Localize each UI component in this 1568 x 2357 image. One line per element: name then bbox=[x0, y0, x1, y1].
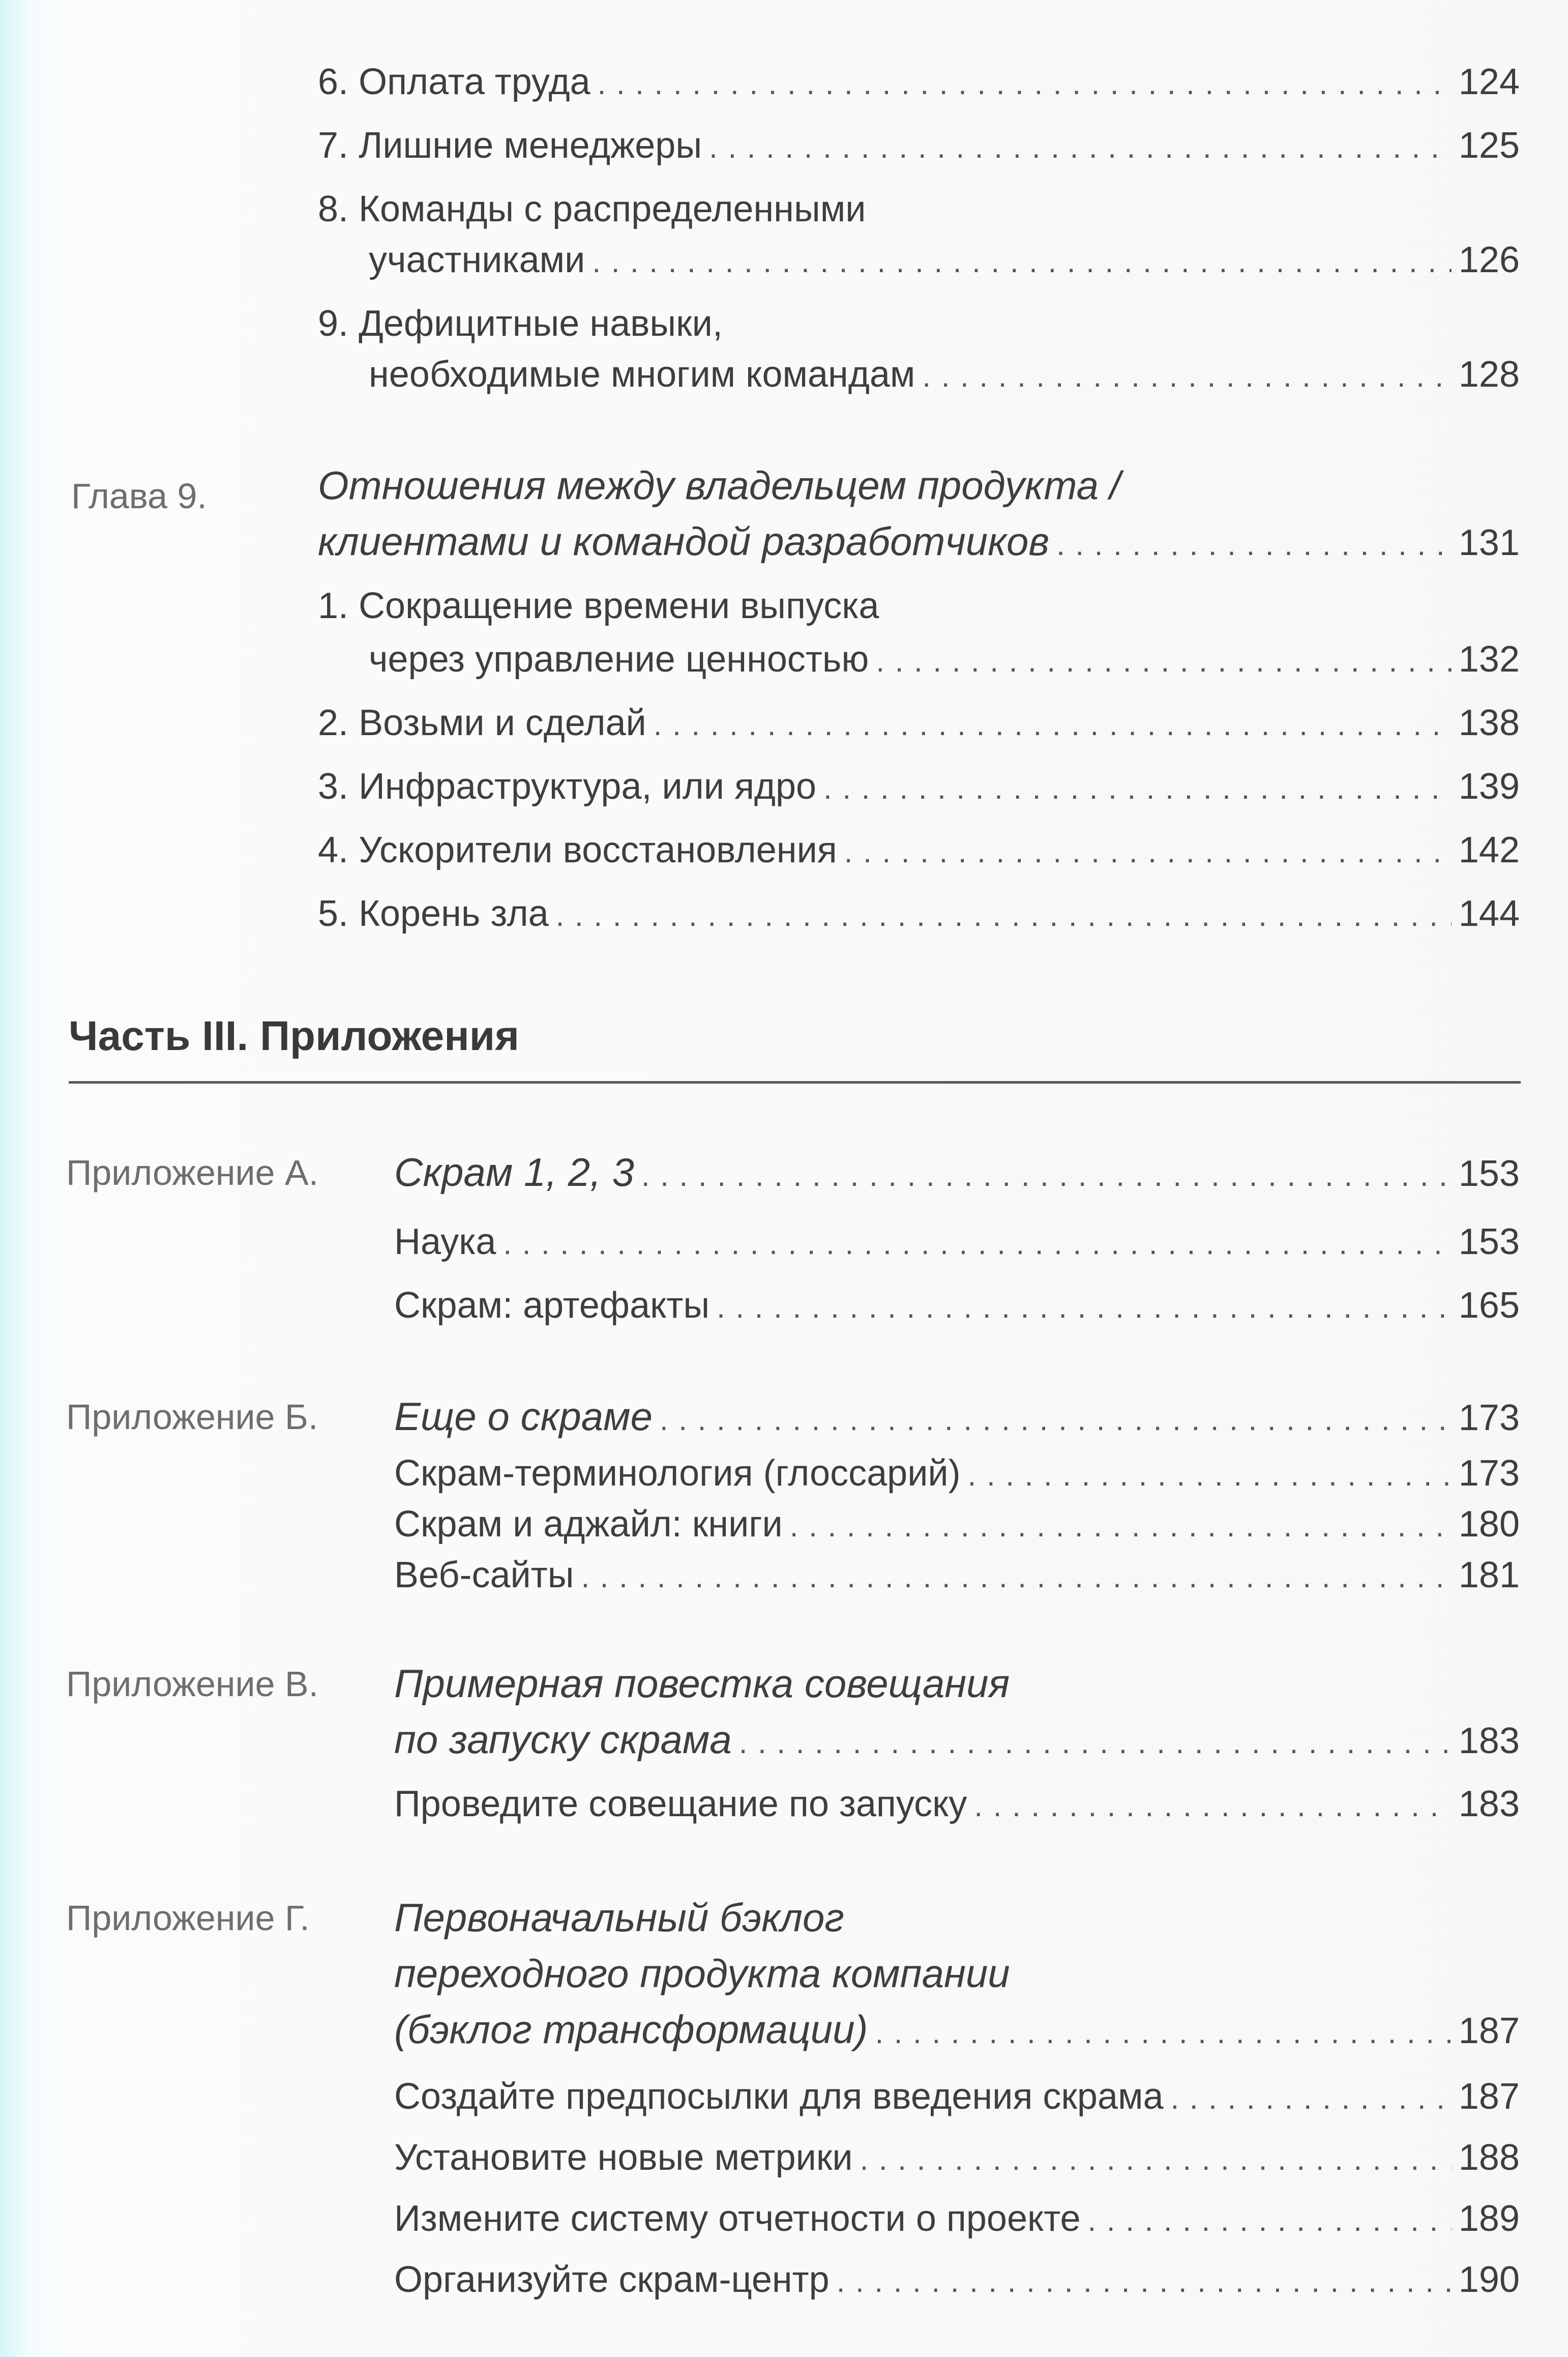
leader-dots bbox=[1088, 2205, 1452, 2236]
page-number: 165 bbox=[1458, 1285, 1520, 1326]
entry-title: Веб-сайты bbox=[394, 1555, 574, 1595]
chapter-label: Глава 9. bbox=[71, 476, 207, 516]
page-number: 189 bbox=[1458, 2198, 1520, 2239]
page-number: 142 bbox=[1458, 830, 1520, 870]
entry-title-line1: Сокращение времени выпуска bbox=[359, 586, 879, 626]
leader-dots bbox=[922, 361, 1451, 392]
entry-title: Скрам-терминология (глоссарий) bbox=[394, 1453, 961, 1494]
entry-number: 1. bbox=[318, 586, 349, 626]
appendix-label: Приложение Б. bbox=[66, 1397, 318, 1437]
page-number: 144 bbox=[1458, 893, 1520, 934]
page-number: 187 bbox=[1458, 2076, 1520, 2117]
leader-dots bbox=[844, 837, 1452, 867]
entry-number: 9. bbox=[318, 303, 349, 344]
entry-title: Скрам: артефакты bbox=[394, 1285, 710, 1326]
page-number: 138 bbox=[1458, 703, 1520, 743]
entry-title-line1: Команды с распределенными bbox=[359, 189, 866, 229]
page-number: 183 bbox=[1458, 1784, 1520, 1824]
entry-title: Инфраструктура, или ядро bbox=[359, 766, 817, 807]
page-number: 188 bbox=[1458, 2137, 1520, 2178]
appendix-title: Еще о скраме bbox=[394, 1394, 653, 1439]
leader-dots bbox=[598, 69, 1452, 99]
page-number: 180 bbox=[1458, 1504, 1520, 1545]
leader-dots bbox=[503, 1229, 1452, 1259]
leader-dots bbox=[875, 2018, 1451, 2048]
appendix-title-line3: (бэклог трансформации) bbox=[394, 2007, 868, 2052]
page-number: 173 bbox=[1458, 1398, 1520, 1438]
appendix-label: Приложение Г. bbox=[66, 1898, 310, 1938]
entry-title: Наука bbox=[394, 1221, 496, 1262]
leader-dots bbox=[660, 1405, 1452, 1435]
leader-dots bbox=[790, 1511, 1452, 1541]
leader-dots bbox=[654, 710, 1452, 740]
entry-title: Создайте предпосылки для введения скрама bbox=[394, 2076, 1164, 2117]
entry-title: Корень зла bbox=[359, 893, 549, 934]
leader-dots bbox=[823, 773, 1452, 804]
leader-dots bbox=[837, 2266, 1452, 2297]
page-number: 126 bbox=[1458, 240, 1520, 280]
entry-number: 2. bbox=[318, 703, 349, 743]
entry-number: 4. bbox=[318, 830, 349, 870]
section-divider bbox=[69, 1081, 1521, 1084]
entry-title-line2: участниками bbox=[369, 240, 585, 280]
page-number: 128 bbox=[1458, 354, 1520, 395]
page-number: 153 bbox=[1458, 1221, 1520, 1262]
chapter-title-line1: Отношения между владельцем продукта / bbox=[318, 463, 1121, 508]
page-number: 153 bbox=[1458, 1153, 1520, 1194]
entry-title: Оплата труда bbox=[359, 62, 590, 102]
entry-number: 6. bbox=[318, 62, 349, 102]
entry-title: Установите новые метрики bbox=[394, 2137, 853, 2178]
leader-dots bbox=[717, 1292, 1452, 1323]
entry-title: Скрам и аджайл: книги bbox=[394, 1504, 783, 1545]
entry-title: Проведите совещание по запуску bbox=[394, 1784, 967, 1824]
entry-title-line2: необходимые многим командам bbox=[369, 354, 915, 395]
leader-dots bbox=[592, 247, 1452, 277]
page-number: 125 bbox=[1458, 125, 1520, 166]
entry-number: 8. bbox=[318, 189, 349, 229]
leader-dots bbox=[709, 132, 1452, 163]
leader-dots bbox=[641, 1160, 1452, 1191]
leader-dots bbox=[581, 1562, 1451, 1592]
leader-dots bbox=[1056, 530, 1452, 560]
leader-dots bbox=[739, 1728, 1452, 1758]
entry-title: Возьми и сделай bbox=[359, 703, 646, 743]
entry-number: 3. bbox=[318, 766, 349, 807]
appendix-title: Скрам 1, 2, 3 bbox=[394, 1150, 634, 1195]
page-number: 124 bbox=[1458, 62, 1520, 102]
appendix-title-line1: Первоначальный бэклог bbox=[394, 1895, 844, 1940]
page-number: 181 bbox=[1458, 1555, 1520, 1595]
page-number: 173 bbox=[1458, 1453, 1520, 1494]
page-number: 190 bbox=[1458, 2259, 1520, 2300]
part-heading: Часть III. Приложения bbox=[69, 1013, 519, 1059]
entry-title: Ускорители восстановления bbox=[359, 830, 837, 870]
leader-dots bbox=[876, 646, 1452, 677]
appendix-label: Приложение В. bbox=[66, 1664, 319, 1704]
leader-dots bbox=[968, 1460, 1452, 1491]
chapter-title-line2: клиентами и командой разработчиков bbox=[318, 519, 1050, 564]
page-number: 187 bbox=[1458, 2011, 1520, 2051]
leader-dots bbox=[1171, 2083, 1452, 2114]
leader-dots bbox=[556, 900, 1452, 931]
page-number: 183 bbox=[1458, 1721, 1520, 1761]
appendix-title-line1: Примерная повестка совещания bbox=[394, 1661, 1010, 1706]
appendix-label: Приложение А. bbox=[66, 1153, 319, 1192]
appendix-title-line2: по запуску скрама bbox=[394, 1717, 732, 1762]
entry-title-line1: Дефицитные навыки, bbox=[359, 303, 723, 344]
page-number: 139 bbox=[1458, 766, 1520, 807]
page-number: 132 bbox=[1458, 639, 1520, 680]
entry-title: Организуйте скрам-центр bbox=[394, 2259, 830, 2300]
appendix-title-line2: переходного продукта компании bbox=[394, 1951, 1010, 1996]
entry-number: 7. bbox=[318, 125, 349, 166]
entry-title: Измените систему отчетности о проекте bbox=[394, 2198, 1081, 2239]
leader-dots bbox=[974, 1791, 1451, 1821]
entry-title: Лишние менеджеры bbox=[359, 125, 702, 166]
entry-number: 5. bbox=[318, 893, 349, 934]
page-number: 131 bbox=[1458, 522, 1520, 563]
entry-title-line2: через управление ценностью bbox=[369, 639, 869, 680]
leader-dots bbox=[860, 2144, 1452, 2175]
